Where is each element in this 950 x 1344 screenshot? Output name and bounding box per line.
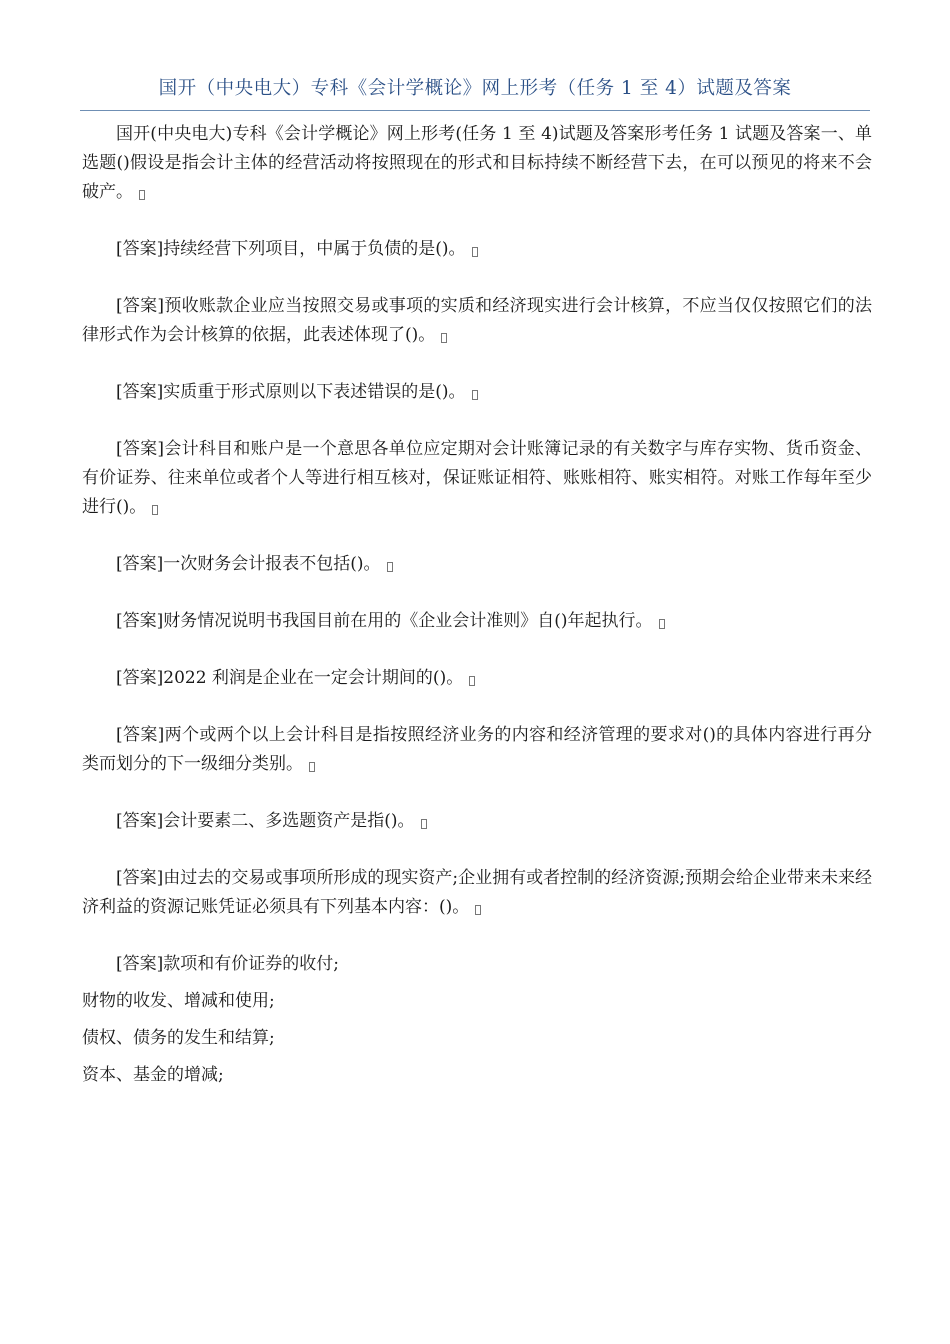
question-paragraph-10 [82, 807, 872, 836]
question-paragraph-9 [82, 721, 872, 779]
question-paragraph-3 [82, 292, 872, 350]
end-mark-icon [387, 562, 393, 572]
question-paragraph-6 [82, 550, 872, 579]
end-mark-icon [475, 905, 481, 915]
end-mark-icon [472, 247, 478, 257]
paragraph-text: [答案]预收账款企业应当按照交易或事项的实质和经济现实进行会计核算，不应当仅仅按照它们的法律形式作为会计核算的依据，此表述体现了()。 [82, 296, 872, 345]
paragraph-text: [答案]财务情况说明书我国目前在用的《企业会计准则》自()年起执行。 [116, 611, 653, 631]
question-paragraph-4 [82, 378, 872, 407]
answer-list-line-4: 资本、基金的增减; [82, 1065, 224, 1085]
paragraph-text: [答案]2022 利润是企业在一定会计期间的()。 [116, 668, 464, 688]
end-mark-icon [139, 190, 145, 200]
paragraph-text: [答案]持续经营下列项目，中属于负债的是()。 [116, 239, 466, 259]
question-paragraph-7 [82, 607, 872, 636]
question-paragraph-2 [82, 235, 872, 264]
question-paragraph-11 [82, 864, 872, 922]
paragraph-text: 国开(中央电大)专科《会计学概论》网上形考(任务 1 至 4)试题及答案形考任务 1 试题及答案一、单选题()假设是指会计主体的经营活动将按照现在的形式和目标持续不断经营下去，在可以预见的将来不会破产。 [82, 124, 872, 202]
end-mark-icon [309, 762, 315, 772]
document-body [82, 120, 872, 1098]
answer-list-line-1: [答案]款项和有价证券的收付; [116, 954, 339, 974]
answer-list-line-3: 债权、债务的发生和结算; [82, 1028, 275, 1048]
end-mark-icon [469, 676, 475, 686]
question-paragraph-1 [82, 120, 872, 207]
paragraph-text: [答案]两个或两个以上会计科目是指按照经济业务的内容和经济管理的要求对()的具体内容进行再分类而划分的下一级细分类别。 [82, 725, 872, 774]
end-mark-icon [659, 619, 665, 629]
document-title: 国开（中央电大）专科《会计学概论》网上形考（任务 1 至 4）试题及答案 [158, 78, 792, 99]
answer-list-line-2: 财物的收发、增减和使用; [82, 991, 275, 1011]
paragraph-text: [答案]由过去的交易或事项所形成的现实资产;企业拥有或者控制的经济资源;预期会给企业带来未来经济利益的资源记账凭证必须具有下列基本内容：()。 [82, 868, 872, 917]
end-mark-icon [441, 333, 447, 343]
title-divider [80, 110, 870, 111]
paragraph-text: [答案]会计要素二、多选题资产是指()。 [116, 811, 415, 831]
question-paragraph-5 [82, 435, 872, 522]
end-mark-icon [472, 390, 478, 400]
paragraph-text: [答案]会计科目和账户是一个意思各单位应定期对会计账簿记录的有关数字与库存实物、货币资金、有价证券、往来单位或者个人等进行相互核对，保证账证相符、账账相符、账实相符。对账工作每年至少进行()。 [82, 439, 872, 517]
end-mark-icon [152, 505, 158, 515]
paragraph-text: [答案]实质重于形式原则以下表述错误的是()。 [116, 382, 466, 402]
end-mark-icon [421, 819, 427, 829]
question-paragraph-8 [82, 664, 872, 693]
paragraph-text: [答案]一次财务会计报表不包括()。 [116, 554, 381, 574]
